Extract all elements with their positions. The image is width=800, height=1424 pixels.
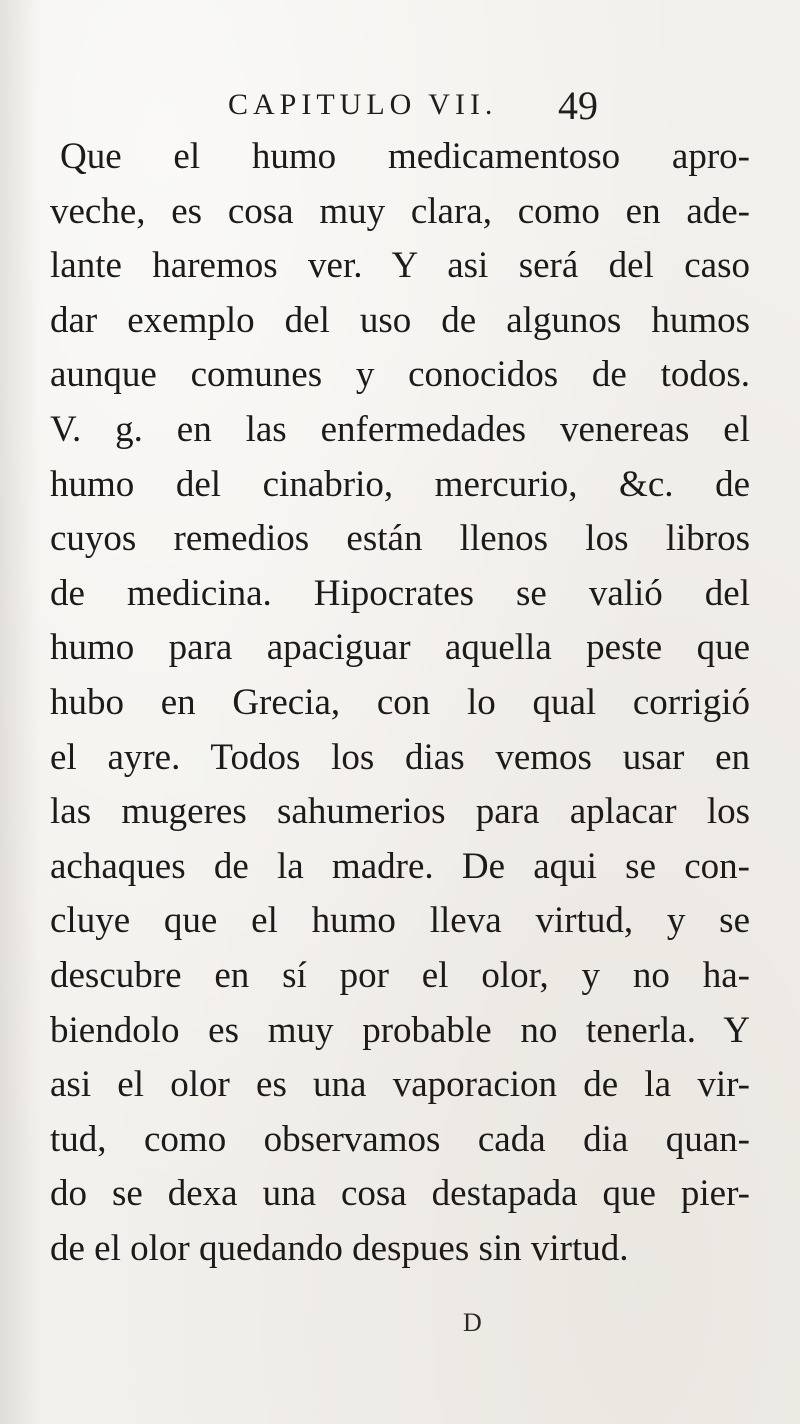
signature-mark: D [463, 1308, 482, 1337]
text-line: las mugeres sahumerios para aplacar los [50, 791, 750, 833]
text-line: hubo en Grecia, con lo qual corrigió [50, 681, 750, 723]
text-line: biendolo es muy probable no tenerla. Y [50, 1009, 750, 1051]
page-edge-shadow [0, 0, 40, 1424]
text-line: do se dexa una cosa destapada que pier- [50, 1173, 750, 1215]
text-line: humo del cinabrio, mercurio, &c. de [50, 463, 750, 505]
text-line: descubre en sí por el olor, y no ha- [50, 954, 750, 996]
running-head [220, 82, 600, 130]
text-line: cluye que el humo lleva virtud, y se [50, 900, 750, 942]
text-line: de el olor quedando despues sin virtud. [50, 1227, 629, 1269]
text-line: cuyos remedios están llenos los libros [50, 518, 750, 560]
text-line: V. g. en las enfermedades venereas el [50, 408, 750, 450]
text-line: tud, como observamos cada dia quan- [50, 1118, 750, 1160]
text-line: Que el humo medicamentoso apro- [60, 136, 750, 177]
text-line: achaques de la madre. De aqui se con- [50, 845, 750, 887]
text-line: humo para apaciguar aquella peste que [50, 627, 750, 669]
text-line: dar exemplo del uso de algunos humos [50, 299, 750, 341]
text-line: lante haremos ver. Y asi será del caso [50, 245, 750, 287]
chapter-title: CAPITULO VII. [228, 88, 498, 121]
text-line: el ayre. Todos los dias vemos usar en [50, 736, 750, 778]
text-line: asi el olor es una vaporacion de la vir- [50, 1064, 750, 1106]
text-line: aunque comunes y conocidos de todos. [50, 354, 750, 396]
text-line: veche, es cosa muy clara, como en ade- [50, 190, 750, 232]
text-line: de medicina. Hipocrates se valió del [50, 572, 750, 614]
page-number: 49 [558, 83, 598, 128]
body-text [50, 130, 750, 1276]
